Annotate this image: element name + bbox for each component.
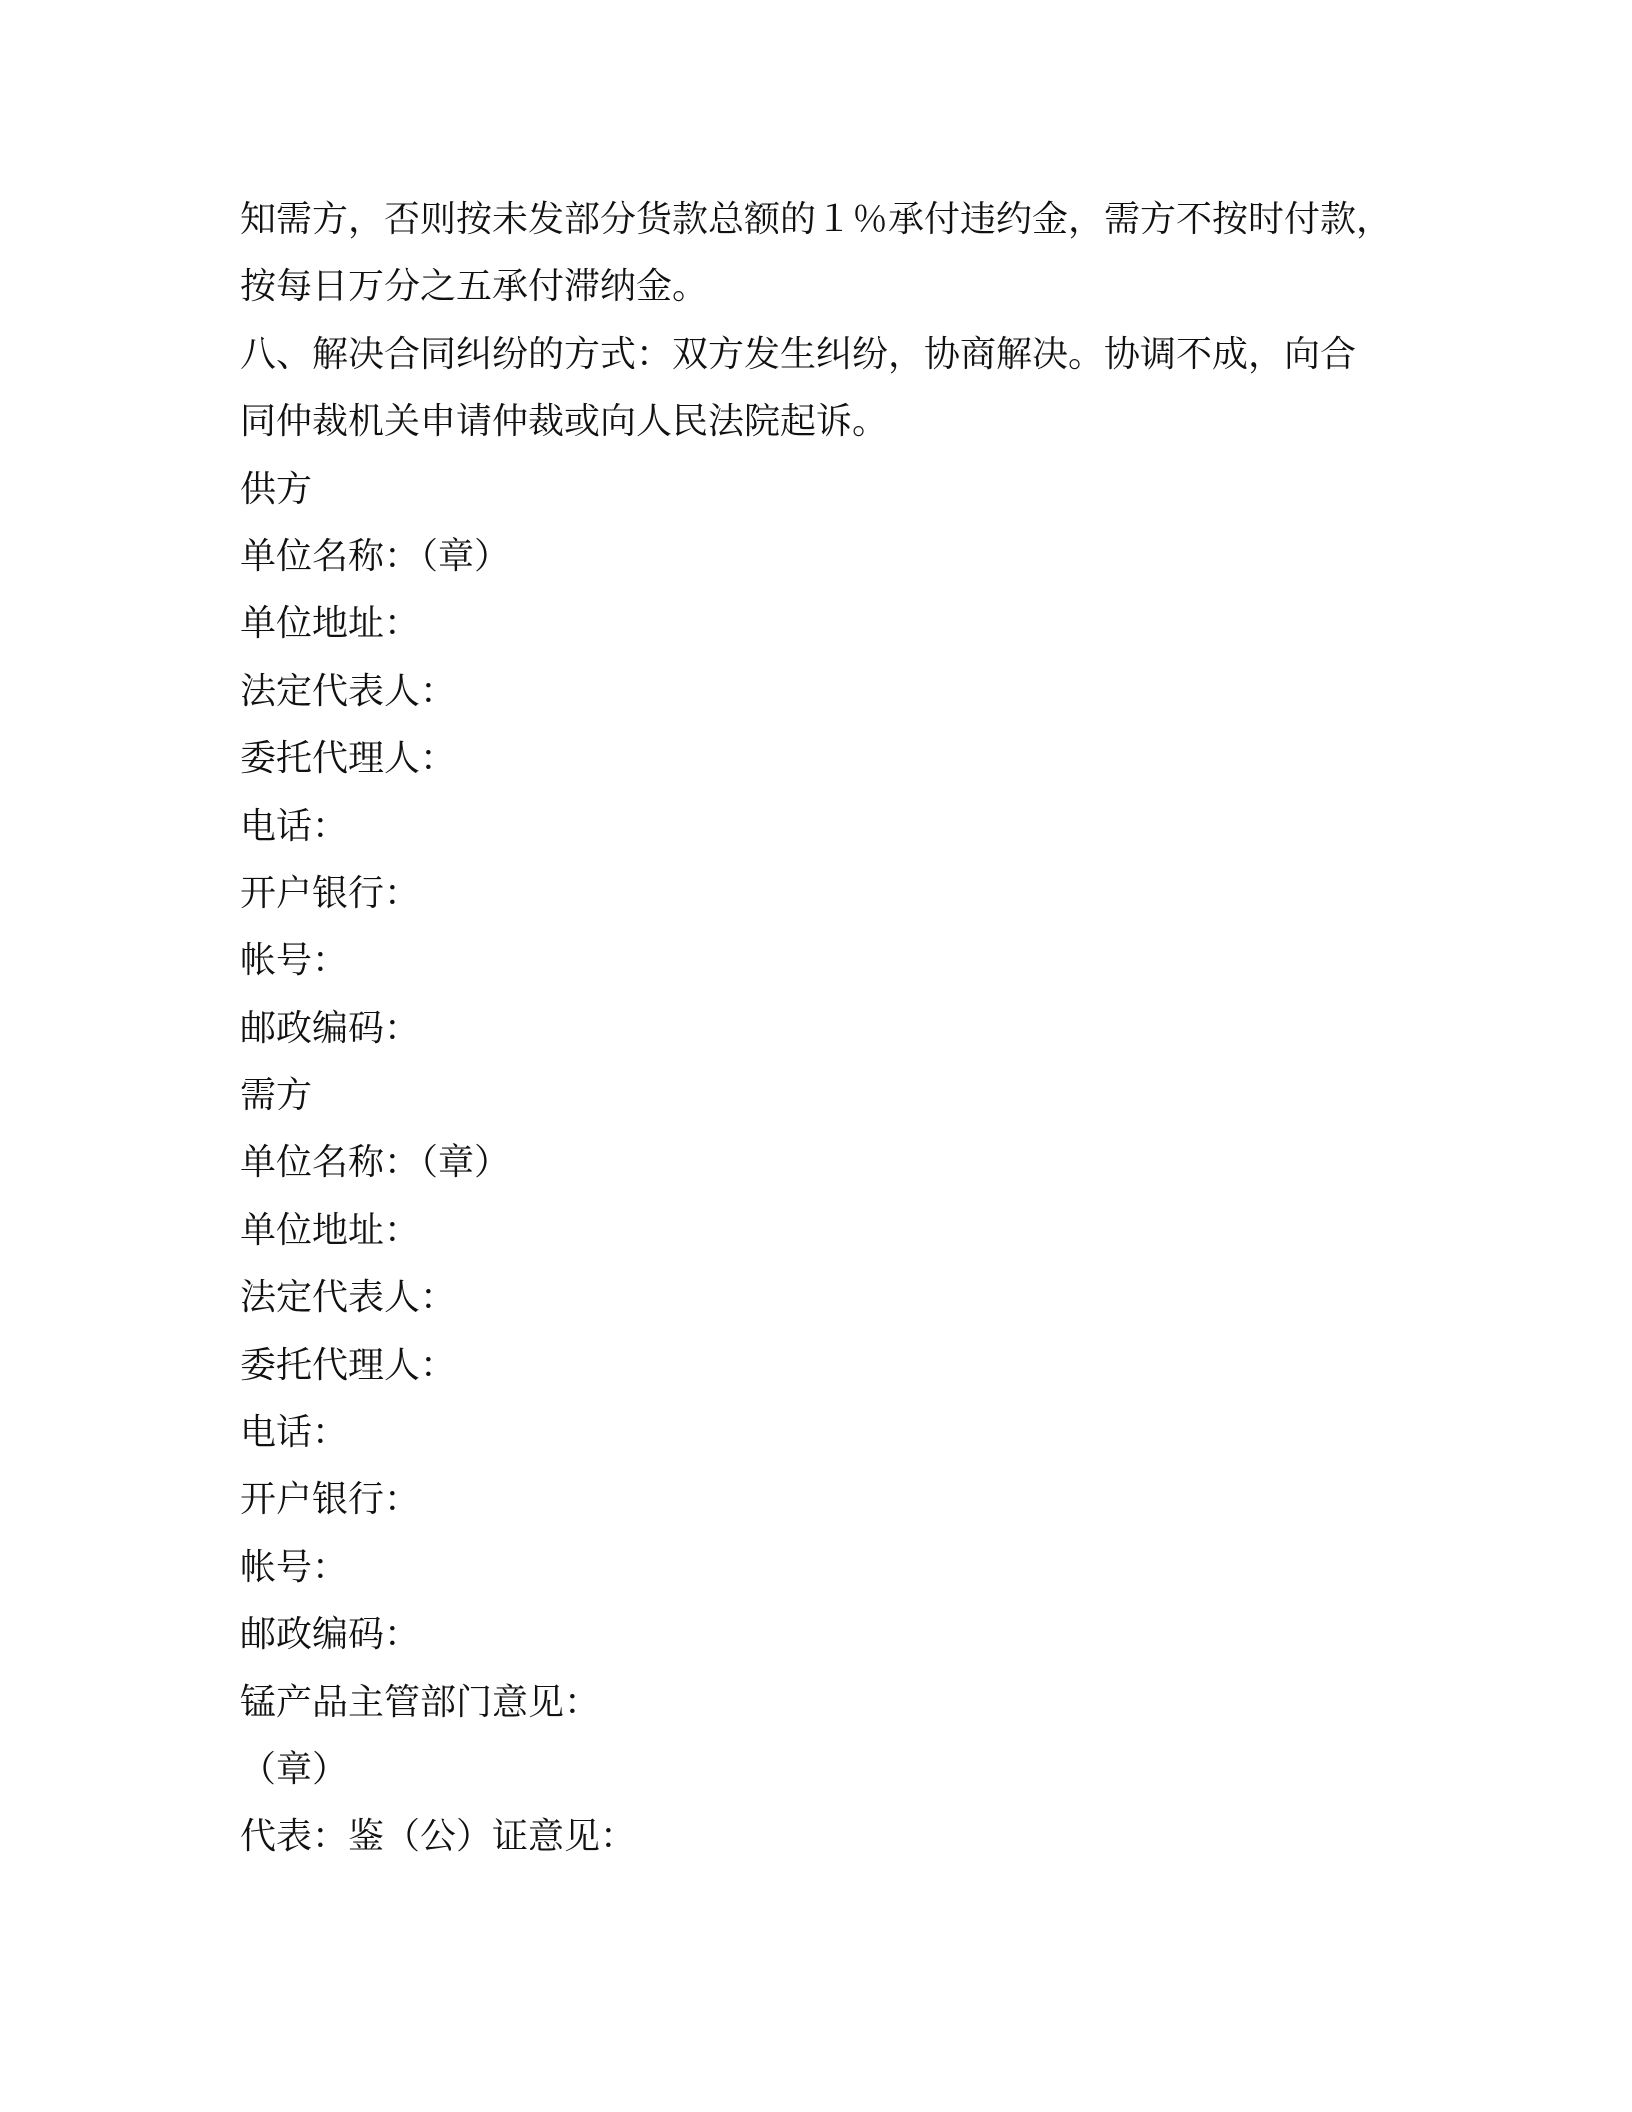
supplier-postal-code: 邮政编码： [240, 1007, 421, 1049]
buyer-postal-code: 邮政编码： [240, 1614, 421, 1656]
dispute-clause-line: 八、解决合同纠纷的方式：双方发生纠纷，协商解决。协调不成，向合 [240, 333, 1357, 375]
supplier-account: 帐号： [240, 940, 349, 982]
supplier-heading: 供方 [240, 468, 313, 510]
buyer-heading: 需方 [240, 1075, 313, 1117]
supplier-unit-address: 单位地址： [240, 603, 421, 645]
buyer-unit-name: 单位名称：（章） [240, 1142, 511, 1184]
supplier-legal-rep: 法定代表人： [240, 670, 457, 712]
buyer-phone: 电话： [240, 1412, 349, 1454]
authority-opinion: 锰产品主管部门意见： [240, 1681, 601, 1723]
paragraph-line: 按每日万分之五承付滞纳金。 [240, 266, 709, 308]
buyer-agent: 委托代理人： [240, 1344, 457, 1386]
supplier-phone: 电话： [240, 805, 349, 847]
buyer-unit-address: 单位地址： [240, 1209, 421, 1251]
paragraph-line: 知需方，否则按未发部分货款总额的１％承付违约金，需方不按时付款， [240, 199, 1393, 240]
supplier-bank: 开户银行： [240, 872, 421, 914]
document-page [240, 186, 1400, 1871]
buyer-bank: 开户银行： [240, 1479, 421, 1521]
notary-opinion: 代表：鉴（公）证意见： [240, 1816, 637, 1858]
supplier-agent: 委托代理人： [240, 738, 457, 780]
seal-mark: （章） [240, 1748, 349, 1790]
dispute-clause-line: 同仲裁机关申请仲裁或向人民法院起诉。 [240, 401, 889, 443]
supplier-unit-name: 单位名称：（章） [240, 535, 511, 577]
buyer-legal-rep: 法定代表人： [240, 1277, 457, 1319]
buyer-account: 帐号： [240, 1546, 349, 1588]
